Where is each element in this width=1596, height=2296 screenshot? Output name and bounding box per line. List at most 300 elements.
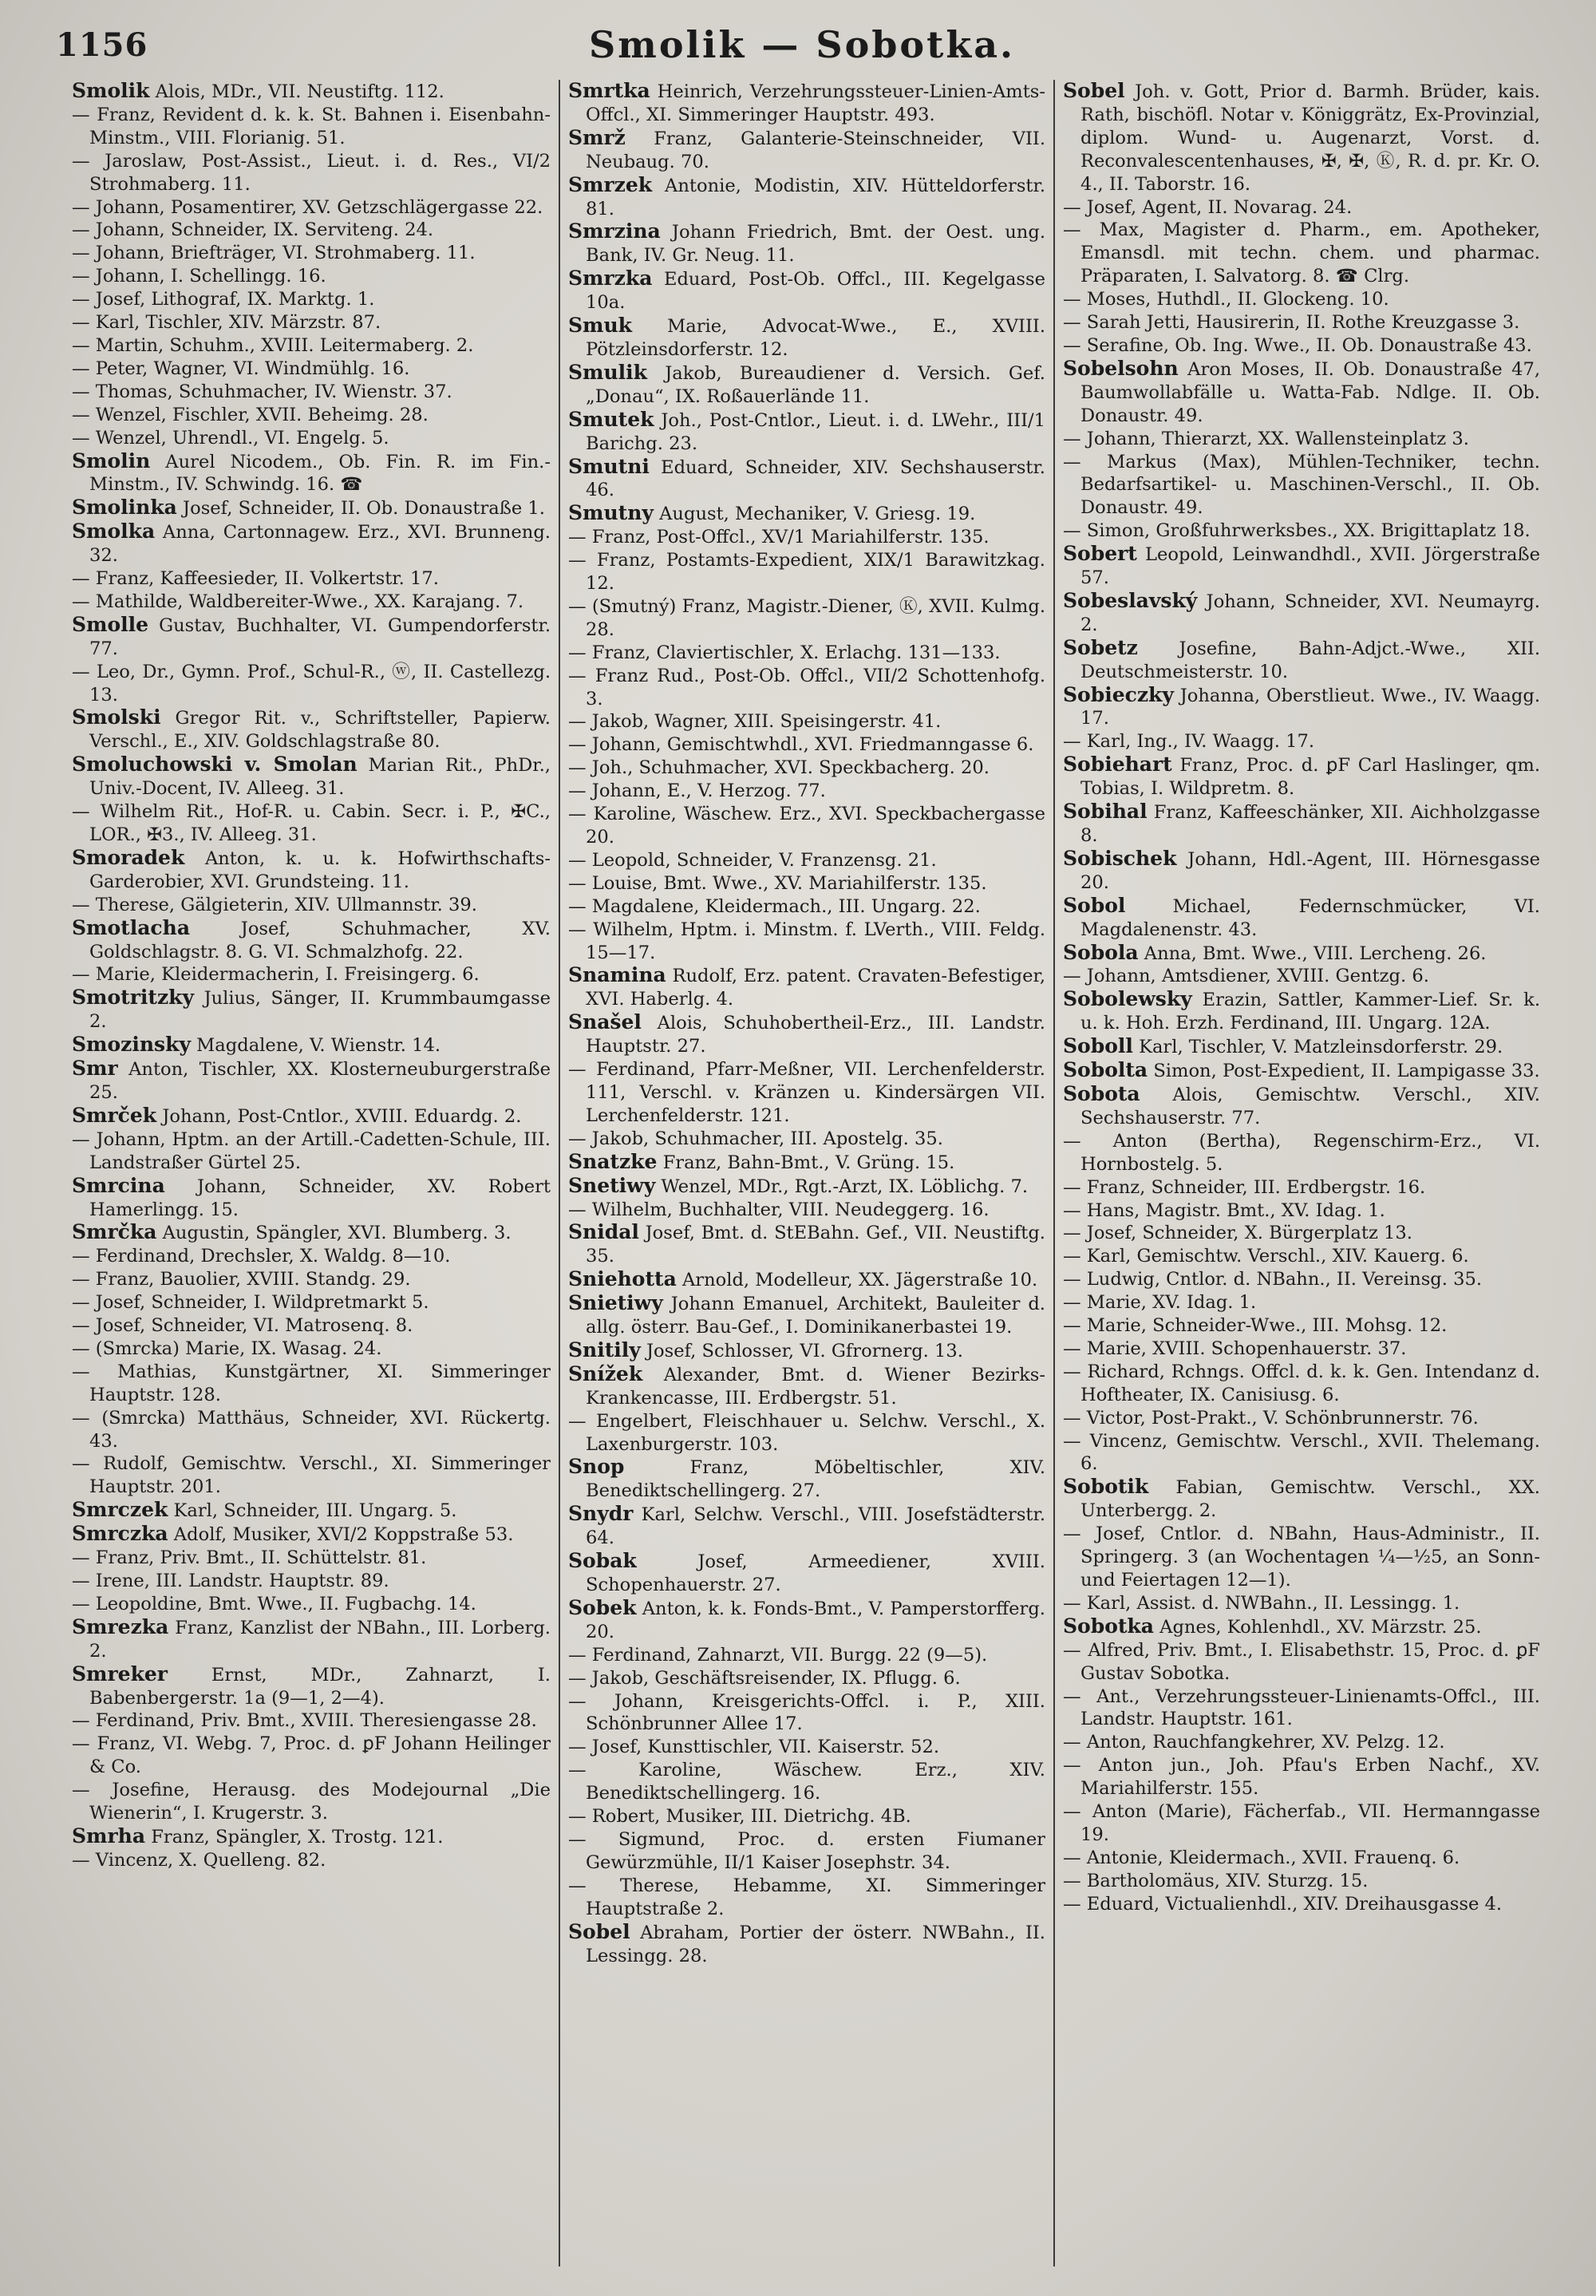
directory-entry bbox=[72, 1175, 551, 1222]
directory-entry bbox=[1063, 451, 1540, 520]
directory-entry bbox=[72, 1361, 551, 1407]
directory-entry bbox=[72, 404, 551, 427]
directory-entry bbox=[568, 1644, 1045, 1667]
entry-text: — Karoline, Wäschew. Erz., XIV. Benediktschellingerg. 16. bbox=[568, 1760, 1045, 1804]
directory-entry bbox=[568, 1667, 1045, 1690]
directory-entry bbox=[72, 1733, 551, 1779]
directory-entry bbox=[72, 917, 551, 964]
directory-entry bbox=[1063, 334, 1540, 358]
directory-entry bbox=[72, 311, 551, 334]
entry-surname: Sobieczky bbox=[1063, 682, 1174, 706]
entry-text: — Johann, Thierarzt, XX. Wallensteinplatz 3. bbox=[1063, 428, 1469, 449]
directory-entry bbox=[72, 1593, 551, 1616]
directory-entry bbox=[1063, 1476, 1540, 1523]
entry-surname: Snietiwy bbox=[568, 1291, 663, 1315]
directory-entry bbox=[1063, 730, 1540, 753]
entry-text: Simon, Post-Expedient, II. Lampigasse 33. bbox=[1148, 1061, 1540, 1082]
entry-surname: Smutny bbox=[568, 501, 654, 525]
entry-surname: Smolin bbox=[72, 449, 151, 472]
entry-text: Johann, Hdl.-Agent, III. Hörnesgasse 20. bbox=[1080, 848, 1540, 893]
entry-text: — Serafine, Ob. Ing. Wwe., II. Ob. Donaustraße 43. bbox=[1063, 334, 1532, 356]
entry-text: Josef, Armeediener, XVIII. Schopenhauerstr. 27. bbox=[586, 1551, 1045, 1595]
entry-surname: Smrtka bbox=[568, 80, 650, 102]
entry-text: Franz, Kanzlist der NBahn., III. Lorberg. 2. bbox=[89, 1617, 551, 1662]
directory-entry bbox=[1063, 637, 1540, 684]
directory-entry bbox=[568, 849, 1045, 872]
entry-surname: Sobotka bbox=[1063, 1614, 1154, 1638]
entry-text: Aurel Nicodem., Ob. Fin. R. im Fin.-Minstm., IV. Schwindg. 16. ☎ bbox=[89, 451, 551, 496]
entry-text: — Simon, Großfuhrwerksbes., XX. Brigittaplatz 18. bbox=[1063, 520, 1531, 542]
directory-entry bbox=[1063, 196, 1540, 219]
entry-text: Joh., Post-Cntlor., Lieut. i. d. LWehr., III/1 Barichg. 23. bbox=[586, 409, 1045, 454]
entry-surname: Sobetz bbox=[1063, 635, 1138, 659]
directory-entry bbox=[72, 800, 551, 847]
entry-text: Julius, Sänger, II. Krummbaumgasse 2. bbox=[89, 988, 551, 1033]
directory-entry bbox=[568, 1456, 1045, 1503]
entry-surname: Sobol bbox=[1063, 893, 1126, 917]
entry-text: Karl, Schneider, III. Ungarg. 5. bbox=[168, 1500, 457, 1522]
entry-text: Augustin, Spängler, XVI. Blumberg. 3. bbox=[156, 1223, 512, 1244]
directory-entry bbox=[568, 362, 1045, 409]
directory-entry bbox=[568, 780, 1045, 803]
entry-text: Anna, Cartonnagew. Erz., XVI. Brunneng. 32. bbox=[89, 522, 551, 567]
entry-text: — Irene, III. Landstr. Hauptstr. 89. bbox=[72, 1571, 389, 1591]
entry-surname: Smreker bbox=[72, 1662, 168, 1685]
directory-entry bbox=[568, 409, 1045, 456]
entry-text: Franz, Spängler, X. Trostg. 121. bbox=[145, 1826, 444, 1847]
entry-surname: Smotritzky bbox=[72, 986, 194, 1010]
entry-surname: Smrezka bbox=[72, 1614, 169, 1638]
entry-text: — Johann, Kreisgerichts-Offcl. i. P., XIII. Schönbrunner Allee 17. bbox=[568, 1690, 1045, 1735]
directory-entry bbox=[568, 1550, 1045, 1597]
directory-entry bbox=[568, 919, 1045, 965]
entry-text: — Antonie, Kleidermach., XVII. Frauenq. 6. bbox=[1063, 1847, 1460, 1868]
entry-surname: Soboll bbox=[1063, 1034, 1133, 1058]
entry-text: Marian Rit., PhDr., Univ.-Docent, IV. Alleeg. 31. bbox=[89, 755, 551, 800]
entry-text: — Ferdinand, Pfarr-Meßner, VII. Lerchenfelderstr. 111, Verschl. v. Kränzen u. Kindersärgen VII. Lerchenfelderstr. 121. bbox=[568, 1059, 1045, 1126]
directory-entry bbox=[72, 381, 551, 404]
entry-surname: Sobelsohn bbox=[1063, 356, 1179, 380]
entry-surname: Snitily bbox=[568, 1338, 641, 1361]
directory-entry bbox=[1063, 358, 1540, 428]
directory-entry bbox=[568, 1175, 1045, 1199]
entry-text: Aron Moses, II. Ob. Donaustraße 47, Baumwollabfälle u. Watta-Fab. Ndlge. II. Ob. Donaustr. 49. bbox=[1080, 358, 1540, 426]
entry-text: — Franz Rud., Post-Ob. Offcl., VII/2 Schottenhofg. 3. bbox=[568, 665, 1045, 709]
entry-surname: Smr bbox=[72, 1057, 118, 1081]
directory-entry bbox=[1063, 942, 1540, 966]
directory-entry bbox=[568, 1339, 1045, 1363]
directory-entry bbox=[1063, 311, 1540, 334]
directory-entry bbox=[568, 757, 1045, 780]
directory-entry bbox=[1063, 1338, 1540, 1361]
entry-text: Franz, Kaffeeschänker, XII. Aichholzgasse 8. bbox=[1080, 802, 1540, 846]
directory-entry bbox=[568, 80, 1045, 127]
entry-text: — Franz, Claviertischler, X. Erlachg. 131—133. bbox=[568, 642, 1001, 663]
directory-entry bbox=[72, 1105, 551, 1128]
entry-text: Josef, Schneider, II. Ob. Donaustraße 1. bbox=[176, 498, 545, 520]
entry-surname: Sniehotta bbox=[568, 1267, 677, 1291]
entry-surname: Smrzka bbox=[568, 267, 653, 290]
entry-text: — Johann, I. Schellingg. 16. bbox=[72, 266, 326, 287]
directory-entry bbox=[1063, 1754, 1540, 1800]
entry-surname: Sobel bbox=[568, 1919, 630, 1943]
directory-entry bbox=[1063, 590, 1540, 637]
entry-text: — Marie, Kleidermacherin, I. Freisingerg. 6. bbox=[72, 964, 480, 986]
entry-text: — (Smrcka) Matthäus, Schneider, XVI. Rückertg. 43. bbox=[72, 1407, 551, 1452]
entry-surname: Smotlacha bbox=[72, 915, 191, 939]
entry-text: — Mathias, Kunstgärtner, XI. Simmeringer Hauptstr. 128. bbox=[72, 1361, 551, 1405]
entry-text: — Max, Magister d. Pharm., em. Apotheker, Emansdl. mit techn. chem. und pharmac. Präparaten, I. Salvatorg. 8. ☎ Clrg. bbox=[1063, 219, 1540, 287]
directory-entry bbox=[72, 661, 551, 707]
directory-entry bbox=[1063, 1176, 1540, 1199]
entry-text: — Franz, VI. Webg. 7, Proc. d. ꝑF Johann Heilinger & Co. bbox=[72, 1733, 551, 1778]
entry-surname: Smoluchowski v. Smolan bbox=[72, 753, 358, 777]
entry-text: Ernst, MDr., Zahnarzt, I. Babenbergerstr. 1a (9—1, 2—4). bbox=[89, 1664, 551, 1709]
entry-surname: Sobola bbox=[1063, 940, 1139, 964]
entry-text: Rudolf, Erz. patent. Cravaten-Befestiger, XVI. Haberlg. 4. bbox=[586, 966, 1045, 1010]
directory-entry bbox=[72, 1616, 551, 1663]
directory-entry bbox=[1063, 1314, 1540, 1338]
directory-entry bbox=[72, 1057, 551, 1105]
entry-surname: Snašel bbox=[568, 1010, 642, 1034]
entry-surname: Sobeslavský bbox=[1063, 588, 1198, 612]
directory-entry bbox=[1063, 1615, 1540, 1639]
entry-text: Marie, Advocat-Wwe., E., XVIII. Pötzleinsdorferstr. 12. bbox=[586, 316, 1045, 360]
directory-entry bbox=[72, 219, 551, 242]
entry-text: Adolf, Musiker, XVI/2 Koppstraße 53. bbox=[168, 1524, 514, 1546]
entry-text: Erazin, Sattler, Kammer-Lief. Sr. k. u. k. Hoh. Erzh. Ferdinand, III. Ungarg. 12A. bbox=[1080, 990, 1540, 1034]
entry-text: — Franz, Revident d. k. k. St. Bahnen i. Eisenbahn-Minstm., VIII. Florianig. 51. bbox=[72, 104, 551, 148]
entry-text: — Leo, Dr., Gymn. Prof., Schul-R., ⓦ, II. Castellezg. 13. bbox=[72, 661, 551, 705]
entry-surname: Smulik bbox=[568, 360, 647, 384]
directory-entry bbox=[568, 1268, 1045, 1292]
column-3 bbox=[1053, 80, 1548, 2266]
entry-text: Leopold, Leinwandhdl., XVII. Jörgerstraße 57. bbox=[1080, 544, 1540, 589]
entry-text: Abraham, Portier der österr. NWBahn., II. Lessingg. 28. bbox=[586, 1922, 1045, 1966]
entry-text: — Franz, Schneider, III. Erdbergstr. 16. bbox=[1063, 1176, 1426, 1198]
directory-entry bbox=[568, 220, 1045, 267]
entry-text: — (Smutný) Franz, Magistr.-Diener, Ⓚ, XVII. Kulmg. 28. bbox=[568, 595, 1045, 640]
directory-entry bbox=[72, 104, 551, 150]
directory-entry bbox=[568, 733, 1045, 757]
entry-text: Alois, MDr., VII. Neustiftg. 112. bbox=[149, 81, 444, 102]
directory-entry bbox=[72, 265, 551, 288]
entry-text: Alexander, Bmt. d. Wiener Bezirks-Krankencasse, III. Erdbergstr. 51. bbox=[586, 1364, 1045, 1409]
entry-text: — Martin, Schuhm., XVIII. Leitermaberg. 2. bbox=[72, 334, 474, 356]
entry-text: — Alfred, Priv. Bmt., I. Elisabethstr. 15, Proc. d. ꝑF Gustav Sobotka. bbox=[1063, 1639, 1540, 1684]
directory-entry bbox=[1063, 1083, 1540, 1130]
entry-text: Josef, Bmt. d. StEBahn. Gef., VII. Neustiftg. 35. bbox=[586, 1223, 1045, 1267]
directory-entry bbox=[568, 1011, 1045, 1058]
entry-text: — Josef, Agent, II. Novarag. 24. bbox=[1063, 196, 1353, 218]
entry-text: Antonie, Modistin, XIV. Hütteldorferstr. 81. bbox=[586, 175, 1045, 219]
directory-entry bbox=[1063, 1361, 1540, 1407]
entry-text: — Jakob, Geschäftsreisender, IX. Pflugg. 6. bbox=[568, 1667, 961, 1689]
directory-entry bbox=[72, 1245, 551, 1268]
entry-surname: Smrzina bbox=[568, 219, 661, 243]
entry-text: — Ferdinand, Priv. Bmt., XVIII. Theresiengasse 28. bbox=[72, 1710, 537, 1732]
entry-text: — Karl, Gemischtw. Verschl., XIV. Kauerg. 6. bbox=[1063, 1246, 1469, 1267]
directory-columns bbox=[64, 80, 1564, 2266]
entry-text: Gregor Rit. v., Schriftsteller, Papierw. Verschl., E., XIV. Goldschlagstraße 80. bbox=[89, 708, 551, 753]
entry-surname: Smrcina bbox=[72, 1173, 165, 1197]
entry-text: — Markus (Max), Mühlen-Techniker, techn. Bedarfsartikel- u. Maschinen-Verschl., II. Ob. Donaustr. 49. bbox=[1063, 451, 1540, 519]
directory-entry bbox=[568, 1875, 1045, 1921]
entry-text: — Wenzel, Uhrendl., VI. Engelg. 5. bbox=[72, 427, 389, 449]
entry-text: Arnold, Modelleur, XX. Jägerstraße 10. bbox=[676, 1270, 1038, 1291]
directory-entry bbox=[72, 196, 551, 219]
entry-text: — Leopold, Schneider, V. Franzensg. 21. bbox=[568, 849, 937, 871]
directory-entry bbox=[72, 1849, 551, 1872]
entry-surname: Snetiwy bbox=[568, 1173, 656, 1197]
entry-text: — Sigmund, Proc. d. ersten Fiumaner Gewürzmühle, II/1 Kaiser Josephstr. 34. bbox=[568, 1828, 1045, 1873]
directory-entry bbox=[568, 127, 1045, 174]
entry-text: Anna, Bmt. Wwe., VIII. Lercheng. 26. bbox=[1138, 943, 1487, 964]
entry-surname: Smoradek bbox=[72, 845, 185, 869]
directory-entry bbox=[1063, 1870, 1540, 1893]
entry-surname: Smutni bbox=[568, 454, 650, 478]
directory-entry bbox=[1063, 428, 1540, 451]
entry-text: — Wilhelm, Hptm. i. Minstm. f. LVerth., VIII. Feldg. 15—17. bbox=[568, 919, 1045, 963]
entry-text: — Hans, Magistr. Bmt., XV. Idag. 1. bbox=[1063, 1199, 1385, 1221]
directory-entry bbox=[1063, 1639, 1540, 1685]
directory-entry bbox=[1063, 1222, 1540, 1245]
entry-text: — Sarah Jetti, Hausirerin, II. Rothe Kreuzgasse 3. bbox=[1063, 312, 1520, 334]
entry-text: — Johann, E., V. Herzog. 77. bbox=[568, 780, 826, 802]
directory-entry bbox=[72, 1709, 551, 1733]
entry-text: — Vincenz, X. Quelleng. 82. bbox=[72, 1849, 326, 1871]
directory-entry bbox=[568, 595, 1045, 642]
entry-text: Joh. v. Gott, Prior d. Barmh. Brüder, kais. Rath, bischöfl. Notar v. Königgrätz, Ex-Provinzial, diplom. Wund- u. Augenarzt, Vorst. d. Reconvalescentenhauses, ✠, ✠, Ⓚ, R. d. pr. Kr. O. 4., II. Taborstr. 16. bbox=[1080, 81, 1540, 195]
entry-text: — Johann, Amtsdiener, XVIII. Gentzg. 6. bbox=[1063, 966, 1429, 987]
entry-text: — Franz, Priv. Bmt., II. Schüttelstr. 81. bbox=[72, 1547, 427, 1569]
directory-entry bbox=[72, 1128, 551, 1175]
directory-entry bbox=[568, 1503, 1045, 1550]
entry-text: Alois, Schuhobertheil-Erz., III. Landstr. Hauptstr. 27. bbox=[586, 1013, 1045, 1057]
entry-surname: Smuk bbox=[568, 314, 633, 338]
entry-surname: Smutek bbox=[568, 407, 654, 431]
directory-entry bbox=[72, 1221, 551, 1245]
directory-entry bbox=[1063, 1407, 1540, 1430]
entry-text: — Thomas, Schuhmacher, IV. Wienstr. 37. bbox=[72, 381, 452, 402]
entry-surname: Sobota bbox=[1063, 1081, 1140, 1105]
entry-text: Karl, Tischler, V. Matzleinsdorferstr. 29. bbox=[1132, 1037, 1503, 1058]
entry-surname: Sobak bbox=[568, 1549, 637, 1573]
directory-entry bbox=[1063, 1430, 1540, 1476]
entry-text: — Wenzel, Fischler, XVII. Beheimg. 28. bbox=[72, 404, 429, 425]
entry-text: — Leopoldine, Bmt. Wwe., II. Fugbachg. 14. bbox=[72, 1593, 476, 1614]
directory-entry bbox=[1063, 80, 1540, 196]
directory-entry bbox=[568, 1151, 1045, 1175]
entry-text: — Johann, Schneider, IX. Serviteng. 24. bbox=[72, 219, 434, 241]
directory-entry bbox=[72, 334, 551, 358]
directory-entry bbox=[72, 753, 551, 800]
entry-text: — Ferdinand, Drechsler, X. Waldg. 8—10. bbox=[72, 1246, 451, 1267]
entry-text: Michael, Federnschmücker, VI. Magdalenenstr. 43. bbox=[1080, 895, 1540, 940]
entry-text: — Marie, XVIII. Schopenhauerstr. 37. bbox=[1063, 1338, 1407, 1359]
entry-text: — Bartholomäus, XIV. Sturzg. 15. bbox=[1063, 1870, 1369, 1891]
directory-entry bbox=[1063, 543, 1540, 590]
directory-entry bbox=[72, 450, 551, 497]
entry-text: Johann Friedrich, Bmt. der Oest. ung. Bank, IV. Gr. Neug. 11. bbox=[586, 222, 1045, 267]
directory-entry bbox=[568, 174, 1045, 221]
directory-entry bbox=[568, 314, 1045, 362]
entry-text: Anton, Tischler, XX. Klosterneuburgerstraße 25. bbox=[89, 1059, 551, 1103]
entry-surname: Snop bbox=[568, 1455, 625, 1479]
entry-surname: Smolka bbox=[72, 520, 156, 543]
directory-entry bbox=[72, 1407, 551, 1453]
directory-entry bbox=[72, 1268, 551, 1291]
entry-text: — Ludwig, Cntlor. d. NBahn., II. Vereinsg. 35. bbox=[1063, 1269, 1483, 1290]
directory-entry bbox=[1063, 219, 1540, 288]
directory-entry bbox=[72, 1452, 551, 1499]
entry-surname: Sobolewsky bbox=[1063, 987, 1192, 1011]
directory-entry bbox=[1063, 895, 1540, 942]
directory-entry bbox=[72, 847, 551, 894]
entry-surname: Snydr bbox=[568, 1502, 634, 1526]
directory-entry bbox=[72, 288, 551, 311]
entry-text: Heinrich, Verzehrungssteuer-Linien-Amts-Offcl., XI. Simmeringer Hauptstr. 493. bbox=[586, 81, 1045, 125]
directory-entry bbox=[568, 964, 1045, 1011]
directory-entry bbox=[1063, 1268, 1540, 1291]
directory-entry bbox=[1063, 1291, 1540, 1314]
entry-text: — Josefine, Herausg. des Modejournal „Die Wienerin“, I. Krugerstr. 3. bbox=[72, 1780, 551, 1824]
directory-entry bbox=[1063, 1800, 1540, 1847]
entry-text: — Louise, Bmt. Wwe., XV. Mariahilferstr. 135. bbox=[568, 872, 987, 894]
entry-surname: Smrž bbox=[568, 125, 626, 149]
entry-text: — Anton (Bertha), Regenschirm-Erz., VI. Hornbostelg. 5. bbox=[1063, 1130, 1540, 1175]
directory-entry bbox=[72, 567, 551, 591]
entry-text: Karl, Selchw. Verschl., VIII. Josefstädterstr. 64. bbox=[586, 1504, 1045, 1549]
entry-surname: Sobel bbox=[1063, 80, 1125, 102]
entry-text: — Jakob, Schuhmacher, III. Apostelg. 35. bbox=[568, 1128, 943, 1149]
directory-entry bbox=[72, 1779, 551, 1825]
directory-entry bbox=[568, 526, 1045, 549]
directory-entry bbox=[1063, 1059, 1540, 1083]
directory-entry bbox=[72, 614, 551, 661]
directory-entry bbox=[568, 1292, 1045, 1339]
entry-text: — Johann, Briefträger, VI. Strohmaberg. 11. bbox=[72, 243, 476, 264]
entry-text: — Moses, Huthdl., II. Glockeng. 10. bbox=[1063, 289, 1389, 310]
entry-surname: Smrčka bbox=[72, 1220, 157, 1244]
entry-text: — Rudolf, Gemischtw. Verschl., XI. Simmeringer Hauptstr. 201. bbox=[72, 1453, 551, 1498]
directory-entry bbox=[1063, 1592, 1540, 1615]
entry-text: Fabian, Gemischtw. Verschl., XX. Unterbergg. 2. bbox=[1080, 1477, 1540, 1522]
entry-text: — Anton jun., Joh. Pfau's Erben Nachf., XV. Mariahilferstr. 155. bbox=[1063, 1755, 1540, 1800]
directory-entry bbox=[1063, 1847, 1540, 1870]
directory-entry bbox=[1063, 965, 1540, 988]
directory-entry bbox=[568, 1736, 1045, 1759]
directory-entry bbox=[568, 1690, 1045, 1737]
entry-text: — Franz, Kaffeesieder, II. Volkertstr. 17. bbox=[72, 568, 439, 590]
entry-text: Jakob, Bureaudiener d. Versich. Gef. „Donau“, IX. Roßauerlände 11. bbox=[586, 362, 1045, 407]
directory-entry bbox=[568, 1828, 1045, 1875]
directory-entry bbox=[72, 1523, 551, 1547]
entry-surname: Snamina bbox=[568, 963, 666, 987]
directory-entry bbox=[1063, 288, 1540, 311]
entry-text: — Magdalene, Kleidermach., III. Ungarg. 22. bbox=[568, 895, 981, 917]
directory-entry bbox=[72, 496, 551, 520]
directory-entry bbox=[568, 710, 1045, 733]
directory-entry bbox=[568, 1058, 1045, 1128]
directory-entry bbox=[568, 895, 1045, 919]
column-2 bbox=[559, 80, 1053, 2266]
directory-entry bbox=[72, 894, 551, 917]
directory-entry bbox=[72, 986, 551, 1033]
entry-text: — Johann, Hptm. an der Artill.-Cadetten-Schule, III. Landstraßer Gürtel 25. bbox=[72, 1128, 551, 1173]
entry-text: Johann Emanuel, Architekt, Bauleiter d. allg. österr. Bau-Gef., I. Dominikanerbastei 19. bbox=[586, 1294, 1045, 1338]
directory-entry bbox=[72, 1825, 551, 1849]
entry-text: — Karoline, Wäschew. Erz., XVI. Speckbachergasse 20. bbox=[568, 804, 1045, 848]
directory-entry bbox=[1063, 848, 1540, 895]
entry-surname: Sobotik bbox=[1063, 1475, 1149, 1499]
page-header bbox=[56, 19, 1548, 70]
entry-surname: Smrczek bbox=[72, 1498, 168, 1522]
entry-text: — Ferdinand, Zahnarzt, VII. Burgg. 22 (9—5). bbox=[568, 1644, 988, 1666]
entry-text: — Marie, Schneider-Wwe., III. Mohsg. 12. bbox=[1063, 1315, 1448, 1337]
directory-entry bbox=[568, 642, 1045, 665]
entry-surname: Smolik bbox=[72, 80, 150, 102]
directory-entry bbox=[72, 80, 551, 104]
entry-text: Agnes, Kohlenhdl., XV. Märzstr. 25. bbox=[1153, 1616, 1482, 1638]
directory-entry bbox=[1063, 1523, 1540, 1592]
entry-text: Wenzel, MDr., Rgt.-Arzt, IX. Löblichg. 7. bbox=[655, 1176, 1029, 1197]
entry-text: Franz, Bahn-Bmt., V. Grüng. 15. bbox=[657, 1152, 955, 1173]
directory-entry bbox=[568, 1921, 1045, 1968]
directory-entry bbox=[1063, 520, 1540, 543]
entry-text: Josef, Schlosser, VI. Gfrornerg. 13. bbox=[640, 1340, 963, 1361]
entry-text: — Robert, Musiker, III. Dietrichg. 4B. bbox=[568, 1806, 911, 1828]
entry-surname: Snížek bbox=[568, 1361, 643, 1385]
entry-text: — Eduard, Victualienhdl., XIV. Dreihausgasse 4. bbox=[1063, 1893, 1503, 1915]
directory-entry bbox=[1063, 1245, 1540, 1268]
entry-surname: Snidal bbox=[568, 1220, 639, 1244]
directory-entry bbox=[568, 1221, 1045, 1268]
directory-entry bbox=[568, 456, 1045, 503]
entry-surname: Smozinsky bbox=[72, 1033, 191, 1057]
directory-entry bbox=[72, 150, 551, 196]
entry-text: — Anton, Rauchfangkehrer, XV. Pelzg. 12. bbox=[1063, 1732, 1445, 1753]
directory-entry bbox=[1063, 1130, 1540, 1176]
entry-surname: Sobert bbox=[1063, 542, 1137, 566]
entry-text: — Vincenz, Gemischtw. Verschl., XVII. Thelemang. 6. bbox=[1063, 1430, 1540, 1475]
entry-text: Gustav, Buchhalter, VI. Gumpendorferstr. 77. bbox=[89, 615, 551, 659]
entry-surname: Smrczka bbox=[72, 1522, 168, 1546]
directory-entry bbox=[1063, 753, 1540, 800]
entry-text: — Josef, Schneider, I. Wildpretmarkt 5. bbox=[72, 1292, 429, 1314]
directory-entry bbox=[72, 1570, 551, 1593]
entry-text: Eduard, Schneider, XIV. Sechshauserstr. 46. bbox=[586, 456, 1045, 501]
entry-surname: Smolinka bbox=[72, 496, 177, 520]
entry-text: — Josef, Kunsttischler, VII. Kaiserstr. 52. bbox=[568, 1737, 940, 1758]
entry-text: — Ant., Verzehrungssteuer-Linienamts-Offcl., III. Landstr. Hauptstr. 161. bbox=[1063, 1685, 1540, 1730]
directory-entry bbox=[1063, 988, 1540, 1035]
entry-surname: Sobolta bbox=[1063, 1058, 1148, 1082]
entry-surname: Smolski bbox=[72, 705, 161, 729]
entry-text: — Victor, Post-Prakt., V. Schönbrunnerstr. 76. bbox=[1063, 1407, 1479, 1429]
entry-surname: Sobek bbox=[568, 1595, 637, 1619]
directory-entry bbox=[1063, 1035, 1540, 1059]
entry-text: — Anton (Marie), Fächerfab., VII. Hermanngasse 19. bbox=[1063, 1801, 1540, 1845]
entry-text: — Mathilde, Waldbereiter-Wwe., XX. Karajang. 7. bbox=[72, 591, 524, 612]
directory-entry bbox=[568, 665, 1045, 711]
entry-text: — Richard, Rchngs. Offcl. d. k. k. Gen. Intendanz d. Hoftheater, IX. Canisiusg. 6. bbox=[1063, 1361, 1540, 1405]
directory-entry bbox=[72, 520, 551, 567]
entry-text: — Johann, Gemischtwhdl., XVI. Friedmanngasse 6. bbox=[568, 734, 1034, 756]
directory-entry bbox=[72, 1314, 551, 1338]
directory-entry bbox=[1063, 684, 1540, 731]
page-number: 1156 bbox=[56, 26, 148, 64]
